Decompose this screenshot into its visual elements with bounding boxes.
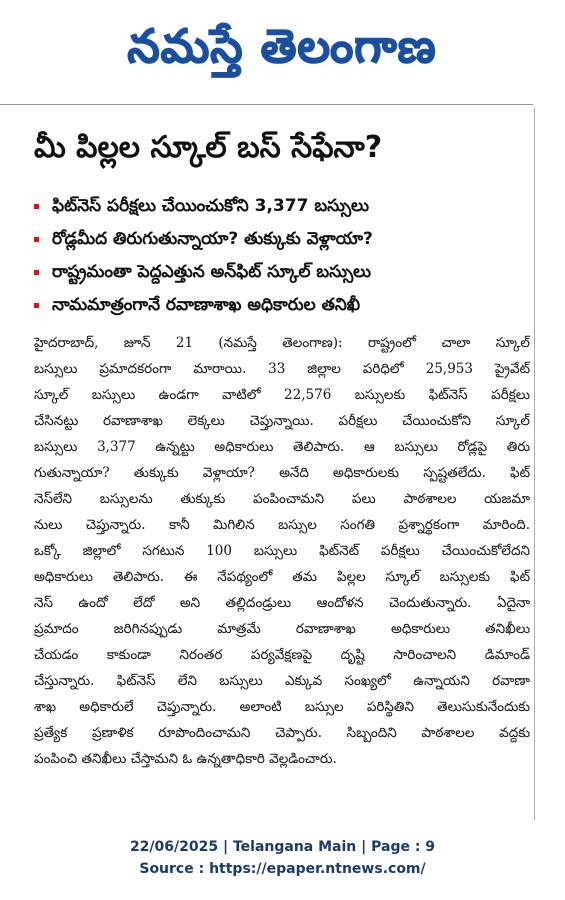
article-headline: మీ పిల్లల స్కూల్ బస్ సేఫేనా? [34, 130, 383, 165]
highlight-text: నామమాత్రంగానే రవాణాశాఖ అధికారుల తనిఖీ [52, 295, 361, 315]
body-line: బస్సులు ప్రమాదకరంగా మారాయి. 33 జిల్లాల పరిధిలో 25,953 ప్రైవేట్ [34, 361, 530, 377]
highlight-item [34, 289, 534, 322]
masthead [0, 0, 565, 100]
highlights-list [34, 190, 534, 322]
body-line: ప్రమాదం జరిగినప్పుడు మాత్రమే రవాణాశాఖ అధికారులు తనిఖీలు [34, 621, 530, 637]
highlight-text: ఫిట్‌నెస్ పరీక్షలు చేయించుకోని 3,377 బస్సులు [52, 196, 369, 216]
bullet-square-icon [34, 237, 39, 242]
bullet-square-icon [34, 270, 39, 275]
body-line: నులు చెప్తున్నారు. కానీ మిగిలిన బస్సుల సంగతి ప్రశ్నార్థకంగా మారింది. [34, 517, 530, 533]
body-line: బస్సులు 3,377 ఉన్నట్టు అధికారులు తెలిపారు. ఆ బస్సులు రోడ్లపై తిరు [34, 439, 530, 455]
body-line: శాఖ అధికారులే చెప్తున్నారు. అలాంటి బస్సుల పరిస్థితిని తెలుసుకునేందుకు [34, 699, 530, 715]
bullet-square-icon [34, 204, 39, 209]
footer-dateline: 22/06/2025 | Telangana Main | Page : 9 [129, 839, 436, 855]
highlight-text: రాష్ట్రమంతా పెద్దఎత్తున అన్‌ఫిట్ స్కూల్ బస్సులు [52, 262, 372, 282]
body-line: హైదరాబాద్, జూన్ 21 (నమస్తే తెలంగాణ): రాష్ట్రంలో చాలా స్కూల్ [34, 335, 530, 351]
column-divider [534, 108, 535, 820]
body-line: నెస్ ఉందో లేదో అని తల్లిదండ్రులు ఆందోళన చెందుతున్నారు. ఏదైనా [34, 595, 530, 611]
article-body [34, 330, 530, 772]
body-line: చేసినట్టు రవాణాశాఖ లెక్కలు చెప్తున్నాయి. పరీక్షలు చేయించుకోని స్కూల్ [34, 413, 530, 429]
body-line: పంపించి తనిఖీలు చేస్తామని ఓ ఉన్నతాధికారి వెల్లడించారు. [34, 751, 337, 767]
body-line: చేస్తున్నారు. ఫిట్‌నెస్ లేని బస్సులు ఎక్కువ సంఖ్యలో ఉన్నాయని రవాణా [34, 673, 530, 689]
masthead-divider [0, 104, 533, 105]
bullet-square-icon [34, 303, 39, 308]
highlight-item [34, 256, 534, 289]
clipping-footer [0, 836, 565, 880]
body-line: చేయడం కాకుండా నిరంతర పర్యవేక్షణపై దృష్టి సారించాలని డిమాండ్ [34, 647, 530, 663]
highlight-text: రోడ్లమీద తిరుగుతున్నాయా? తుక్కుకు వెళ్లాయా? [52, 229, 373, 249]
footer-source: Source : https://epaper.ntnews.com/ [139, 861, 426, 877]
body-line: స్కూల్ బస్సులు ఉండగా వాటిలో 22,576 బస్సులకు ఫిట్‌నెస్ పరీక్షలు [34, 387, 530, 403]
body-line: అధికారులు తెలిపారు. ఈ నేపథ్యంలో తమ పిల్లల స్కూల్ బస్సులకు ఫిట్ [34, 569, 530, 585]
body-line: ప్రత్యేక ప్రణాళిక రూపొందించామని చెప్పారు. సిబ్బందిని పాఠశాలల వద్దకు [34, 725, 530, 741]
body-line: ఒక్కో జిల్లాలో సగటున 100 బస్సులు ఫిట్‌నెట్ పరీక్షలు చేయించుకోలేదని [34, 543, 530, 559]
highlight-item [34, 223, 534, 256]
highlight-item [34, 190, 534, 223]
newspaper-title: నమస్తే తెలంగాణ [127, 19, 437, 73]
body-line: గుతున్నాయా? తుక్కుకు వెళ్లాయా? అనేది అధికారులకు స్పష్టతలేదు. ఫిట్ [34, 465, 530, 481]
body-line: నెస్‌లేని బస్సులను తుక్కుకు పంపించామని పలు పాఠశాలల యజమా [34, 491, 530, 507]
